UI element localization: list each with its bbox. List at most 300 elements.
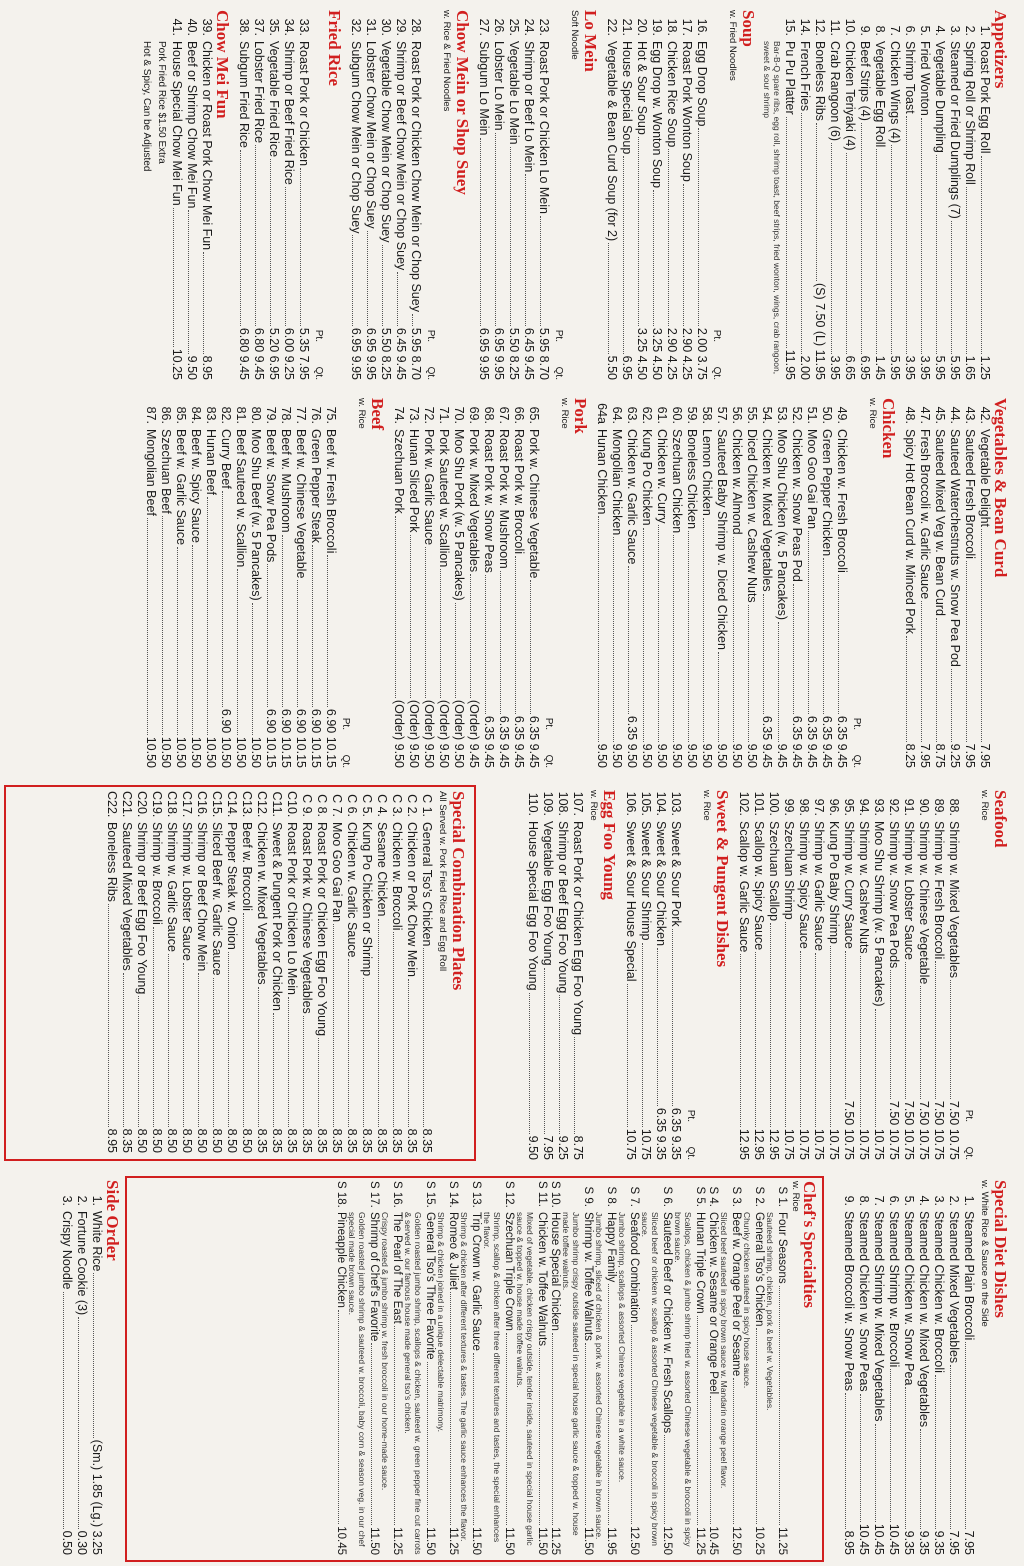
section-heading: Pork [571,398,590,434]
item-price: 6.95 9.95 [477,327,491,380]
price-size-label: Qt. [340,754,351,768]
item-number: 68. [482,406,496,424]
price-size-label: Qt. [851,754,862,768]
menu-item [359,791,374,1153]
item-price: 8.50 [180,1128,194,1153]
item-price: (Order) 9.50 [392,699,406,768]
item-number: 24. [522,18,536,36]
menu-item [901,790,916,1160]
menu-item [638,790,653,1160]
item-name: Seafood Combination [628,1212,640,1323]
item-number: S 4. [707,1186,719,1207]
item-description: Jumbo shrimp, sliced of chicken & pork w. assorted Chinese vegetable in brown sauce. [594,1212,604,1540]
item-price: 9.25 [948,743,962,768]
menu-item [736,790,751,1160]
menu-item [619,10,634,380]
item-number: 27. [477,18,491,36]
item-number: 50. [820,406,834,424]
item-number: 19. [650,18,664,36]
menu-item [841,790,856,1160]
item-number: 75. [324,406,338,424]
item-price: 10.50 [159,736,173,768]
item-price: 8.25 [903,743,917,768]
price-size-header [423,10,438,380]
dot-leader [981,529,982,742]
item-name: Beef Strips (4) [858,41,872,121]
section-heading: Chef's Specialties [800,1181,819,1309]
menu-item [540,790,555,1160]
item-price: 8.35 [300,1128,314,1153]
item-price: 1.45 [873,355,887,380]
dot-leader [455,603,456,698]
item-name: Mongolian Beef [144,429,158,516]
menu-item [857,10,872,380]
item-price: 6.95 9.95 [364,327,378,380]
item-name: Sweet & Sour House Special [624,821,638,982]
menu-item [797,10,812,380]
menu-item [901,1180,916,1555]
item-price: 9.50 [526,1135,540,1160]
item-number: 5. [918,25,932,36]
item-number: 89. [932,798,946,816]
menu-item [344,791,359,1153]
item-price: 7.50 10.75 [917,1100,931,1160]
item-price: 8.35 [120,1128,134,1153]
menu-item [669,398,684,768]
menu-item [149,791,164,1153]
menu-item [624,398,639,768]
item-price: 8.95 [842,1530,856,1555]
item-price: 7.50 10.75 [842,1100,856,1160]
item-number: 17. [680,18,694,36]
item-price: 8.35 [360,1128,374,1153]
price-size-header [683,790,698,1160]
menu-column-3 [525,790,1014,1160]
price-size-label: Pt. [340,717,351,730]
menu-item [775,1181,788,1555]
price-size-header [311,10,326,380]
item-number: 28. [409,18,423,36]
section-heading: Chow Mein or Shop Suey [453,10,472,195]
item-price: 9.35 [932,1530,946,1555]
item-number: C17. [180,791,194,818]
item-number: 4. [933,25,947,36]
item-price: 9.50 [610,743,624,768]
dot-leader [608,1284,609,1525]
item-name: House Special Chow Mei Fun [170,41,184,206]
dot-leader [906,116,907,354]
menu-item [466,398,481,768]
item-price: 6.45 9.45 [394,327,408,380]
item-price: 8.35 [270,1128,284,1153]
item-name: Beef or Shrimp Chow Mei Fun [185,41,199,209]
item-price: 8.95 [200,355,214,380]
item-name: Shrimp or Beef Egg Foo Young [556,821,570,994]
item-name: Shrimp or Beef Lo Mein [522,41,536,173]
dot-leader [756,1328,757,1524]
item-price: 6.90 10.15 [309,708,323,768]
item-name: Roast Pork w. Broccoli [512,429,526,555]
menu-note: Pork Fried Rice $1.50 Extra [156,41,167,164]
item-price: 5.20 6.95 [267,327,281,380]
menu-item [203,398,218,768]
dot-leader [363,978,364,1126]
item-price: (Order) 9.45 [467,699,481,768]
item-number: S 1. [776,1186,788,1207]
price-size-label: Pt. [425,329,436,342]
dot-leader [890,970,891,1099]
dot-leader [808,531,809,714]
item-name: Chicken w. Snow Peas Pod [790,429,804,582]
dot-leader [698,128,699,325]
item-name: Chicken Teriyaki (4) [843,41,857,151]
item-number: 101. [752,791,766,816]
item-price: 5.95 [933,355,947,380]
price-size-label: Pt. [711,329,722,342]
item-number: 4. [917,1195,931,1206]
item-price: 1.65 [963,355,977,380]
item-name: Chicken Rice Soup [665,41,679,148]
item-number: 2. [963,25,977,36]
menu-item [278,398,293,768]
item-price: 6.35 9.35 [669,1107,683,1160]
item-name: Romeo & Juliet [447,1212,459,1290]
item-number: 109. [541,791,555,816]
item-number: 73. [407,406,421,424]
item-price: (Order) 9.50 [437,699,451,768]
dot-leader [623,156,624,353]
dot-leader [288,997,289,1127]
dot-leader [93,1273,94,1437]
dot-leader [480,138,481,326]
item-number: C11. [270,791,284,817]
section-subheading: w. Rice & Fried Noodles [441,10,452,112]
item-price: 3.25 4.50 [635,327,649,380]
dot-leader [500,571,501,714]
item-price: 8.35 [405,1128,419,1153]
dot-leader [740,954,741,1126]
item-number: 11. [828,19,842,36]
section-subheading: w. Rice [979,790,990,821]
item-price: 8.50 [210,1128,224,1153]
dot-leader [965,1342,966,1528]
item-price: 10.45 [872,1523,886,1555]
item-price: 10.50 [204,736,218,768]
price-size-label: Qt. [963,1146,974,1160]
item-number: S 15. [424,1181,436,1208]
menu-item [693,1181,706,1555]
combination-plates-box [4,785,476,1161]
item-name: Pork w. Garlic Sauce [422,429,436,546]
dot-leader [108,904,109,1127]
dot-leader [367,231,368,326]
item-number: 15. [783,18,797,36]
dot-leader [891,145,892,354]
menu-item [634,10,649,380]
dot-leader [506,1333,507,1525]
dot-leader [371,1343,372,1525]
item-price: 11.25 [776,1527,788,1555]
item-number: 45. [933,406,947,424]
menu-item [570,790,585,1160]
dot-leader [672,929,673,1106]
menu-item [511,398,526,768]
menu-item [526,398,541,768]
price-size-label: Qt. [711,366,722,380]
dot-leader [425,547,426,698]
item-name: Sweet & Sour Pork [669,821,683,927]
item-price: 6.80 9.45 [237,327,251,380]
item-number: 97. [812,798,826,816]
item-price: 12.50 [730,1526,742,1555]
dot-leader [823,558,824,714]
item-price: 6.45 9.45 [522,327,536,380]
dot-leader [168,954,169,1127]
dot-leader [267,564,268,706]
item-price: 7.95 [918,743,932,768]
item-name: Pork w. Mixed Vegetables [467,429,481,573]
price-size-label: Pt. [851,717,862,730]
dot-leader [473,1353,474,1525]
menu-item [421,398,436,768]
menu-item [104,791,119,1153]
item-name: Vegetable Lo Mein [507,41,521,145]
item-number: 6. [887,1195,901,1206]
item-price: 6.90 10.15 [264,708,278,768]
menu-item [902,398,917,768]
item-description: Golden roasted jumbo shrimp, scallops & chicken, sauteed w. green pepper fine cut carrots & served w. our famous house made general tso's chicken. [403,1212,423,1555]
dot-leader [427,1362,428,1526]
side-order [59,1180,126,1555]
item-description: Sauteed shrimp, chicken, pork & beef w. Vegetables. [765,1212,775,1411]
item-number: C20. [135,791,149,818]
menu-item [744,398,759,768]
item-name: Boneless Chicken [685,429,699,530]
menu-item [423,1181,436,1555]
menu-item [158,398,173,768]
item-description: Jumbo shrimp crispy outside sauteed in special house garlic sauce & topped w. house made toffee walnuts. [561,1212,581,1536]
item-price: 6.65 [843,355,857,380]
item-price: 7.95 [541,1135,555,1160]
dot-leader [860,1394,861,1522]
item-number: 9. [858,25,872,36]
menu-item [74,1180,89,1555]
item-price: 5.95 [948,355,962,380]
menu-item [917,10,932,380]
item-price: 10.45 [707,1526,719,1555]
dot-leader [485,575,486,714]
item-name: Shrimp w. Lobster Sauce [180,822,194,961]
menu-item [393,10,408,380]
item-price: (Order) 9.50 [407,699,421,768]
item-price: 8.35 [390,1128,404,1153]
dot-leader [312,545,313,707]
item-name: Shrimp w. Cashew Nuts [857,821,871,954]
item-name: Szechuan Beef [159,429,173,514]
item-description: Sliced beef or chicken w. scallop & assorted Chinese vegetable & broccoli in spicy brown sauce. [640,1212,660,1547]
item-number: 16. [695,18,709,36]
item-name: Shrimp w. Chinese Vegetable [917,821,931,985]
item-number: 59. [685,406,699,424]
item-price: 12.95 [767,1128,781,1160]
dot-leader [153,927,154,1127]
menu-item [491,10,506,380]
menu-item [774,398,789,768]
menu-item [419,791,434,1153]
item-price: 9.50 [700,743,714,768]
menu-item [404,791,419,1153]
item-number: 22. [605,18,619,36]
item-number: C15. [210,791,224,818]
item-price: 10.50 [144,736,158,768]
dot-leader [906,636,907,742]
item-name: Steamed Chicken w. Snow Peas [857,1211,871,1392]
dot-leader [785,922,786,1127]
item-number: 55. [745,406,759,424]
item-name: Sweet & Pungent Pork or Chicken [270,822,284,1011]
item-name: Roast Pork or Chicken Lo Mein [537,41,551,214]
item-name: Shrimp or Beef Chow Mein [195,822,209,972]
item-name: Hunan Beef [204,429,218,496]
item-name: Sauteed Waterchestnuts w. Snow Pea Pod [948,429,962,667]
item-number: 100. [767,791,781,816]
dot-leader [875,1009,876,1127]
item-price: 10.75 [639,1128,653,1160]
menu-item [834,398,849,768]
item-name: Green Pepper Chicken [820,429,834,557]
item-name: Szechuan Pork [392,429,406,514]
item-price: 11.95 [605,1527,617,1555]
item-number: S 8. [605,1186,617,1207]
item-name: Happy Family [605,1212,617,1283]
item-number: S 12. [503,1181,515,1208]
item-name: Pu Pu Platter [783,41,797,115]
item-price: 7.95 [947,1530,961,1555]
section-subheading: w. Rice [790,1181,801,1212]
price-size-label: Qt. [685,1146,696,1160]
section-subheading: w. White Rice & Sauce on the Side [979,1180,990,1327]
item-price: 10.25 [170,348,184,380]
item-name: Vegetable Egg Roll [873,41,887,148]
item-number: 72. [422,406,436,424]
menu-item [173,398,188,768]
menu-item [932,10,947,380]
item-name: French Fries [798,41,812,112]
item-description: Scallops, chicken & jumbo shrimp fried w. assorted Chinese vegetable & broccoli in spicy brown sauce. [673,1212,693,1547]
item-name: Vegetable Delight [978,429,992,527]
item-price: 11.50 [536,1527,548,1555]
item-number: 8. [873,25,887,36]
item-number: 90. [917,798,931,816]
dot-leader [450,1292,451,1525]
dot-leader [378,919,379,1127]
item-number: 64. [610,406,624,424]
dot-leader [950,980,951,1099]
dot-leader [410,535,411,698]
item-number: S 11. [536,1181,548,1207]
item-name: Chicken or Roast Pork Chow Mei Fun [200,41,214,251]
dot-leader [470,574,471,698]
dot-leader [333,924,334,1127]
menu-item [796,790,811,1160]
item-price: 8.35 [330,1128,344,1153]
item-number: 110. [526,792,540,816]
item-name: The Pearl of The East [391,1212,403,1324]
item-name: Four Seasons [776,1212,788,1284]
dot-leader [530,580,531,713]
item-name: Shrimp w. Fresh Broccoli [932,821,946,960]
item-price: 8.50 [225,1128,239,1153]
item-number: 99. [782,798,796,816]
menu-item [378,10,393,380]
menu-item [389,791,404,1153]
item-name: Chicken w. Garlic Sauce [345,822,359,958]
item-name: Egg Drop w. Wonton Soup [650,41,664,189]
menu-item [649,10,664,380]
item-name: Fried Wonton [918,41,932,116]
menu-item [248,398,263,768]
item-name: Beef w. Spicy Sauce [189,429,203,543]
item-number: 96. [827,798,841,816]
dot-leader [950,1365,951,1528]
dot-leader [631,1325,632,1525]
item-price: 6.35 9.50 [625,715,639,768]
item-name: Curry Beef [219,429,233,489]
dot-leader [935,961,936,1099]
item-number: 48. [903,406,917,424]
menu-item [451,398,466,768]
item-price: 6.90 10.50 [219,708,233,768]
item-number: C19. [150,791,164,818]
dot-leader [642,943,643,1127]
dot-leader [876,149,877,353]
menu-item [961,1180,976,1555]
item-name: Kung Po Chicken or Shrimp [360,822,374,977]
menu-item [766,790,781,1160]
menu-item [502,1181,515,1555]
item-name: Sauteed Fresh Broccoli [963,429,977,559]
dot-leader [981,156,982,354]
item-number: 40. [185,18,199,36]
item-number: 76. [309,406,323,424]
dot-leader [966,561,967,742]
menu-item [555,790,570,1160]
item-number: 31. [364,18,378,36]
item-price: 11.50 [424,1527,436,1555]
item-number: C 2. [405,794,419,817]
item-name: Moo Shu Beef (w. 5 Pancakes) [249,429,263,601]
item-number: 63. [625,406,639,424]
item-name: Hunan Chicken [595,429,609,515]
item-number: 77. [294,406,308,424]
item-number: 37. [252,18,266,36]
item-price: 6.80 9.45 [252,327,266,380]
item-name: Steamed Chicken w. Broccoli [932,1211,946,1373]
item-price: 0.50 [60,1530,74,1555]
menu-item [842,10,857,380]
item-number: 49. [835,406,849,424]
item-number: S 17. [368,1181,380,1208]
item-name: Beef w. Fresh Broccoli [324,429,338,554]
dot-leader [801,113,802,354]
item-number: 104. [654,791,668,816]
menu-item [827,10,842,380]
price-size-label: Pt. [543,717,554,730]
item-name: Green Pepper Steak [309,429,323,543]
item-price: 10.25 [753,1526,765,1555]
menu-item [367,1181,380,1555]
section-heading: Egg Foo Young [600,790,619,900]
